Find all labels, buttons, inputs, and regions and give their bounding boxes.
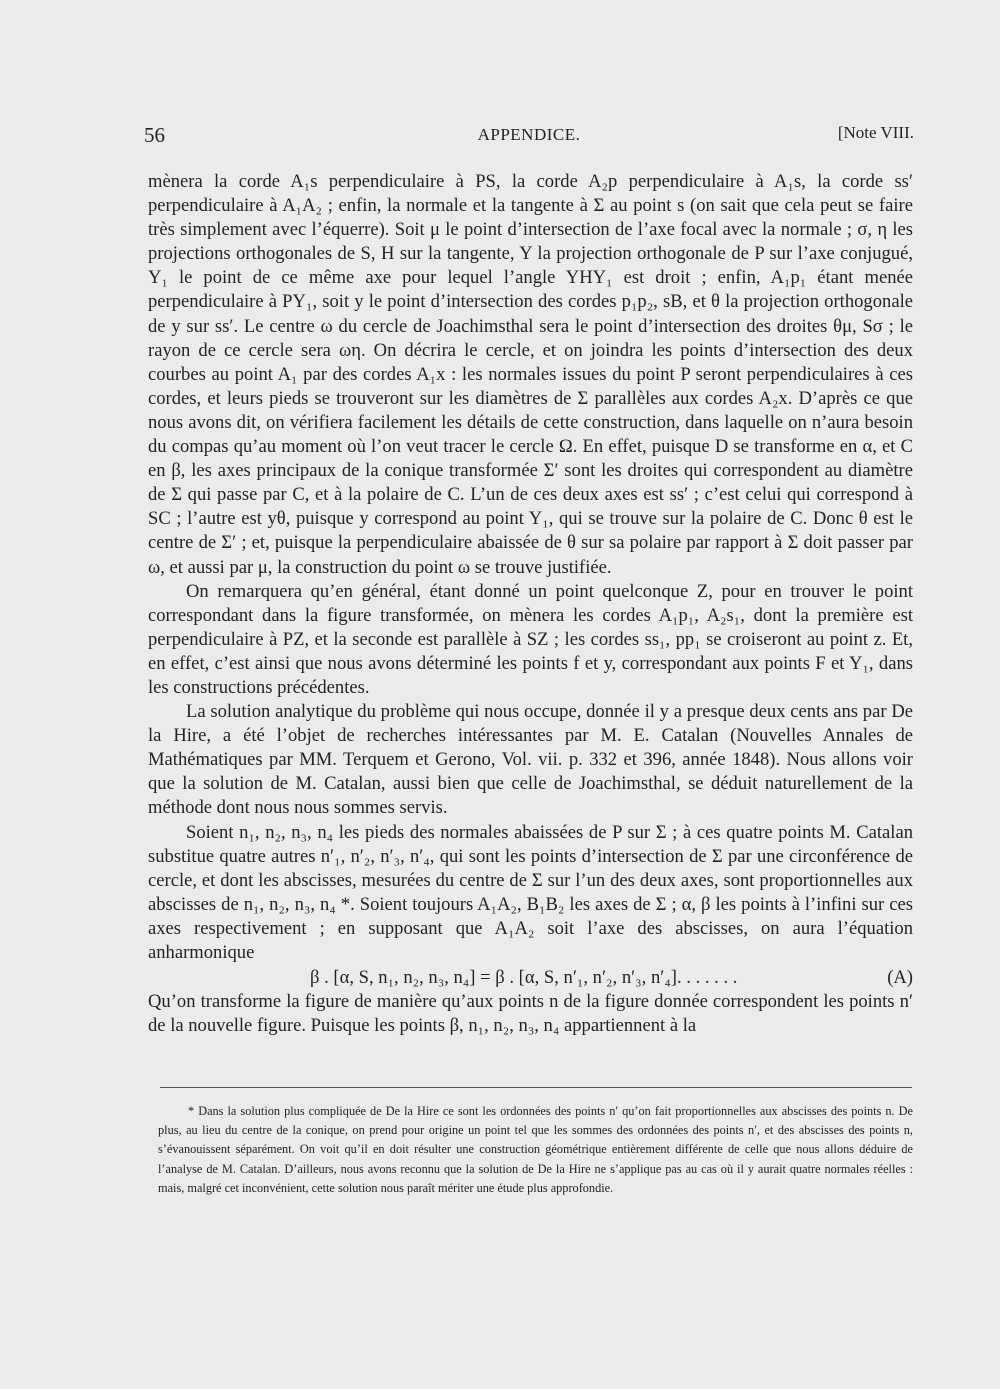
paragraph-transformation: Qu’on transforme la figure de manière qu’aux points n de la figure donnée correspondent les points n′ de la nouvelle figure. Puisque les points β, n₁, n₂, n₃, n₄ appartiennent à la: [148, 991, 913, 1037]
note-reference: [Note VIII.: [837, 123, 914, 142]
equation-expression: β . [α, S, n₁, n₂, n₃, n₄] = β . [α, S, n′₁, n′₂, n′₃, n′₄]. . . . . . .: [310, 967, 738, 989]
footnote-text: * Dans la solution plus compliquée de De la Hire ce sont les ordonnées des points n′ qu’on fait proportionnelles aux abscisses des points n. De plus, au lieu du centre de la conique, on prend pour origine un point tel que les sommes des ordonnées des points n′, et des abscisses des points n, s’évanouissent séparément. On voit qu’il en doit résulter une construction géométrique entièrement différente de celle que nous allons déduire de l’analyse de M. Catalan. D’ailleurs, nous avons reconnu que la solution de De la Hire ne s’applique pas au cas où il y aurait quatre normales réelles : mais, malgré cet inconvénient, cette solution nous paraît mériter une étude plus approfondie.: [158, 1104, 913, 1195]
main-text: [148, 170, 913, 1038]
equation-label: (A): [887, 967, 913, 989]
paragraph-catalan: Soient n₁, n₂, n₃, n₄ les pieds des normales abaissées de P sur Σ ; à ces quatre points M. Catalan substitue quatre autres n′₁, n′₂, n′₃, n′₄, qui sont les points d’intersection de Σ par une circonférence de cercle, et dont les abscisses, mesurées du centre de Σ sur l’un des deux axes, sont proportionnelles aux abscisses de n₁, n₂, n₃, n₄ *. Soient toujours A₁A₂, B₁B₂ les axes de Σ ; α, β les points à l’infini sur ces axes respectivement ; en supposant que A₁A₂ soit l’axe des abscisses, on aura l’équation anharmonique: [148, 821, 913, 963]
paragraph-construction: mènera la corde A₁s perpendiculaire à PS, la corde A₂p perpendiculaire à A₁s, la corde ss′ perpendiculaire à A₁A₂ ; enfin, la normale et la tangente à Σ au point s (on sait que cela peut se faire très simplement avec l’équerre). Soit μ le point d’intersection de l’axe focal avec la normale ; σ, η les projections orthogonales de S, H sur la tangente, Y la projection orthogonale de P sur l’axe conjugué, Y₁ le point de ce même axe pour lequel l’angle YHY₁ est droit ; enfin, A₁p₁ étant menée perpendiculaire à PY₁, soit y le point d’intersection des cordes p₁p₂, sB, et θ la projection orthogonale de y sur ss′. Le centre ω du cercle de Joachimsthal sera le point d’intersection des droites θμ, Sσ ; le rayon de ce cercle sera ωη. On décrira le cercle, et on joindra les points d’intersection des deux courbes au point A₁ par des cordes A₁x : les normales issues du point P seront perpendiculaires à ces cordes, et leurs pieds se trouveront sur les diamètres de Σ parallèles aux cordes A₂x. D’après ce que nous avons dit, on vérifiera facilement les détails de cette construction, dans laquelle on n’aura besoin du compas qu’au moment où l’on veut tracer le cercle Ω. En effet, puisque D se transforme en α, et C en β, les axes principaux de la conique transformée Σ′ sont les droites qui correspondent au diamètre de Σ qui passe par C, et à la polaire de C. L’un de ces deux axes est ss′ ; c’est celui qui correspond à SC ; l’autre est yθ, puisque y correspond au point Y₁, qui se trouve sur la polaire de C. Donc θ est le centre de Σ′ ; et, puisque la perpendiculaire abaissée de θ sur sa polaire par rapport à Σ doit passer par ω, et aussi par μ, la construction du point ω se trouve justifiée.: [148, 171, 913, 578]
footnote-divider: [160, 1087, 912, 1088]
anharmonic-equation: [148, 966, 913, 990]
running-title: APPENDICE.: [477, 125, 581, 144]
page-number: 56: [144, 123, 165, 147]
paragraph-analytic-solution: La solution analytique du problème qui nous occupe, donnée il y a presque deux cents ans par De la Hire, a été l’objet de recherches intéressantes par M. E. Catalan (Nouvelles Annales de Mathématiques par MM. Terquem et Gerono, Vol. vii. p. 332 et 396, année 1848). Nous allons voir que la solution de M. Catalan, aussi bien que celle de Joachimsthal, se déduit naturellement de la méthode dont nous nous sommes servis.: [148, 701, 913, 819]
footnote: [158, 1102, 913, 1198]
page-header: [144, 123, 914, 153]
paragraph-general-point: On remarquera qu’en général, étant donné un point quelconque Z, pour en trouver le point correspondant dans la figure transformée, on mènera les cordes A₁p₁, A₂s₁, dont la première est perpendiculaire à PZ, et la seconde est parallèle à SZ ; les cordes ss₁, pp₁ se croiseront au point z. Et, en effet, c’est ainsi que nous avons déterminé les points f et y, correspondant aux points F et Y₁, dans les constructions précédentes.: [148, 580, 913, 698]
